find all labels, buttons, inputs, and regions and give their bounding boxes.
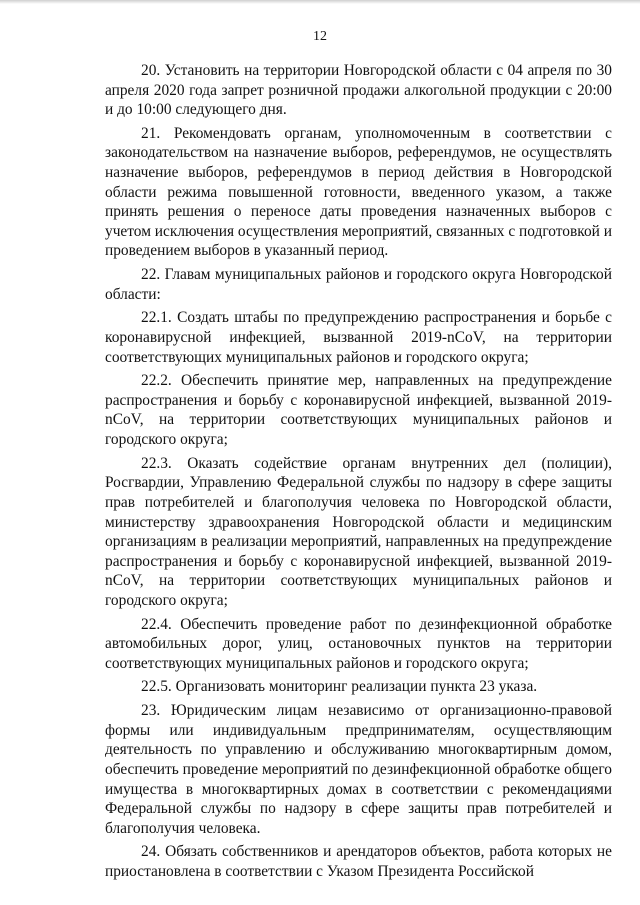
paragraph-item-22-5: 22.5. Организовать мониторинг реализации пункта 23 указа. bbox=[141, 678, 538, 696]
paragraph-item-24: 24. Обязать собственников и арендаторов объектов, работа которых не приостановлена в соответствии с Указом Президента Российской bbox=[105, 843, 612, 880]
paragraph-item-21: 21. Рекомендовать органам, уполномоченным в соответствии с законодательством на назначение выборов, референдумов, не осуществлять назначение выборов, референдумов в период действия в Новгородской области режима повышенной готовности, введенного указом, а также принять решения о переносе даты проведения назначенных выборов с учетом исключения осуществления мероприятий, связанных с подготовкой и проведением выборов в указанный период. bbox=[105, 124, 612, 260]
paragraph-item-23: 23. Юридическим лицам независимо от организационно-правовой формы или индивидуальным предпринимателям, осуществляющим деятельность по управлению и обслуживанию многоквартирным домом, обеспечить проведение мероприятий по дезинфекционной обработке общего имущества в многоквартирных домах в соответствии с рекомендациями Федеральной службы по надзору в сфере защиты прав потребителей и благополучия человека. bbox=[105, 702, 612, 837]
paragraph-item-22: 22. Главам муниципальных районов и городского округа Новгородской области: bbox=[105, 266, 612, 303]
paragraph-item-22-4: 22.4. Обеспечить проведение работ по дезинфекционной обработке автомобильных дорог, улиц, остановочных пунктов на территории соответствующих муниципальных районов и городского округа; bbox=[105, 615, 612, 672]
document-body bbox=[105, 61, 612, 886]
page-number: 12 bbox=[313, 29, 327, 44]
paragraph-item-22-1: 22.1. Создать штабы по предупреждению распространения и борьбе с коронавирусной инфекцией, вызванной 2019-nCoV, на территории соответствующих муниципальных районов и городского округа; bbox=[105, 309, 612, 366]
paragraph-item-22-3: 22.3. Оказать содействие органам внутренних дел (полиции), Росгвардии, Управлению Федеральной службы по надзору в сфере защиты прав потребителей и благополучия человека по Новгородской области, министерству здравоохранения Новгородской области и медицинским организациям в реализации мероприятий, направленных на предупреждение распространения и борьбу с коронавирусной инфекцией, вызванной 2019-nCoV, на территории соответствующих муниципальных районов и городского округа; bbox=[105, 454, 612, 609]
paragraph-item-20: 20. Установить на территории Новгородской области с 04 апреля по 30 апреля 2020 года запрет розничной продажи алкогольной продукции с 20:00 и до 10:00 следующего дня. bbox=[105, 62, 612, 119]
paragraph-item-22-2: 22.2. Обеспечить принятие мер, направленных на предупреждение распространения и борьбу с коронавирусной инфекцией, вызванной 2019-nCoV, на территории соответствующих муниципальных районов и городского округа; bbox=[105, 372, 612, 449]
